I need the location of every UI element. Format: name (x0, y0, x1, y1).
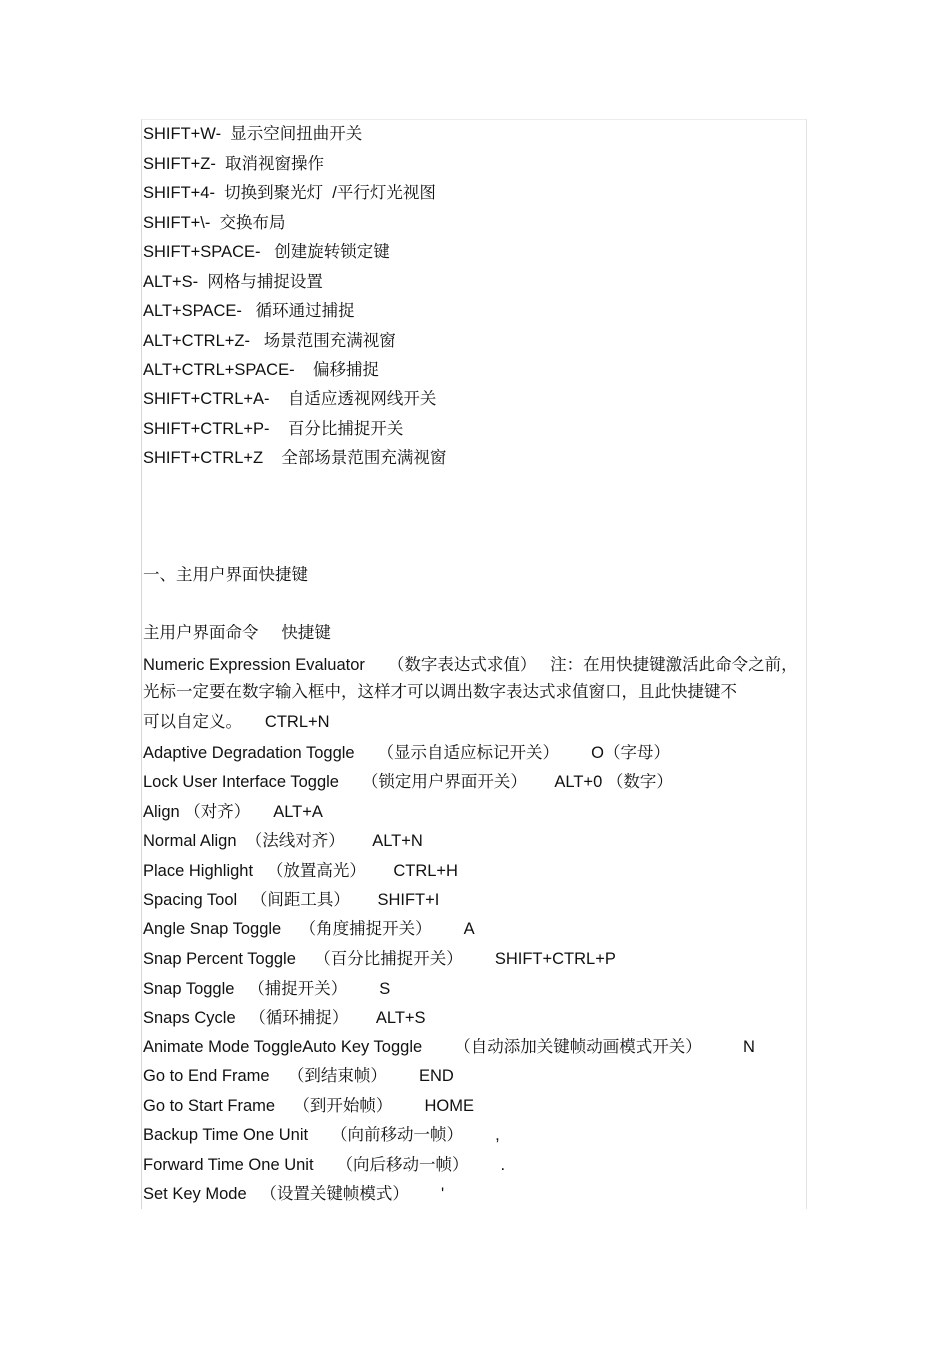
shortcut-line: Normal Align （法线对齐） ALT+N (143, 832, 423, 850)
shortcut-line: SHIFT+4- 切换到聚光灯 /平行灯光视图 (143, 184, 436, 202)
note-line: Numeric Expression Evaluator （数字表达式求值） 注：在用快捷键激活此命令之前， (143, 656, 798, 674)
shortcut-line: SHIFT+CTRL+Z 全部场景范围充满视窗 (143, 449, 447, 467)
shortcut-line: ALT+CTRL+SPACE- 偏移捕捉 (143, 361, 379, 379)
shortcut-line: Set Key Mode （设置关键帧模式） ' (143, 1185, 445, 1203)
shortcut-line: SHIFT+W- 显示空间扭曲开关 (143, 125, 363, 143)
shortcut-line: SHIFT+SPACE- 创建旋转锁定键 (143, 243, 390, 261)
shortcut-line: SHIFT+CTRL+P- 百分比捕捉开关 (143, 420, 404, 438)
shortcut-line: Go to Start Frame （到开始帧） HOME (143, 1097, 474, 1115)
note-line: 可以自定义。 CTRL+N (143, 713, 330, 731)
shortcut-line: Angle Snap Toggle （角度捕捉开关） A (143, 920, 475, 938)
shortcut-line: ALT+SPACE- 循环通过捕捉 (143, 302, 355, 320)
shortcut-line: Backup Time One Unit （向前移动一帧） , (143, 1126, 500, 1144)
shortcut-line: ALT+S- 网格与捕捉设置 (143, 273, 323, 291)
shortcut-line: Spacing Tool （间距工具） SHIFT+I (143, 891, 440, 909)
shortcut-line: Align （对齐） ALT+A (143, 803, 323, 821)
shortcut-line: Adaptive Degradation Toggle （显示自适应标记开关） O（字母） (143, 744, 670, 762)
shortcut-line: Snaps Cycle （循环捕捉） ALT+S (143, 1009, 426, 1027)
shortcut-line: Animate Mode ToggleAuto Key Toggle （自动添加关键帧动画模式开关） N (143, 1038, 755, 1056)
note-line: 光标一定要在数字输入框中，这样才可以调出数字表达式求值窗口，且此快捷键不 (143, 683, 737, 701)
shortcut-line: Snap Toggle （捕捉开关） S (143, 980, 391, 998)
shortcut-line: Go to End Frame （到结束帧） END (143, 1067, 454, 1085)
shortcut-line: Place Highlight （放置高光） CTRL+H (143, 862, 458, 880)
table-header: 主用户界面命令 快捷键 (143, 624, 331, 642)
shortcut-line: SHIFT+Z- 取消视窗操作 (143, 155, 325, 173)
shortcut-line: ALT+CTRL+Z- 场景范围充满视窗 (143, 332, 396, 350)
section-heading: 一、主用户界面快捷键 (143, 566, 308, 584)
shortcut-line: Forward Time One Unit （向后移动一帧） . (143, 1156, 506, 1174)
shortcut-line: Lock User Interface Toggle （锁定用户界面开关） ALT+0 （数字） (143, 773, 673, 791)
shortcut-line: Snap Percent Toggle （百分比捕捉开关） SHIFT+CTRL+P (143, 950, 616, 968)
shortcut-line: SHIFT+CTRL+A- 自适应透视网线开关 (143, 390, 437, 408)
shortcut-line: SHIFT+\- 交换布局 (143, 214, 286, 232)
